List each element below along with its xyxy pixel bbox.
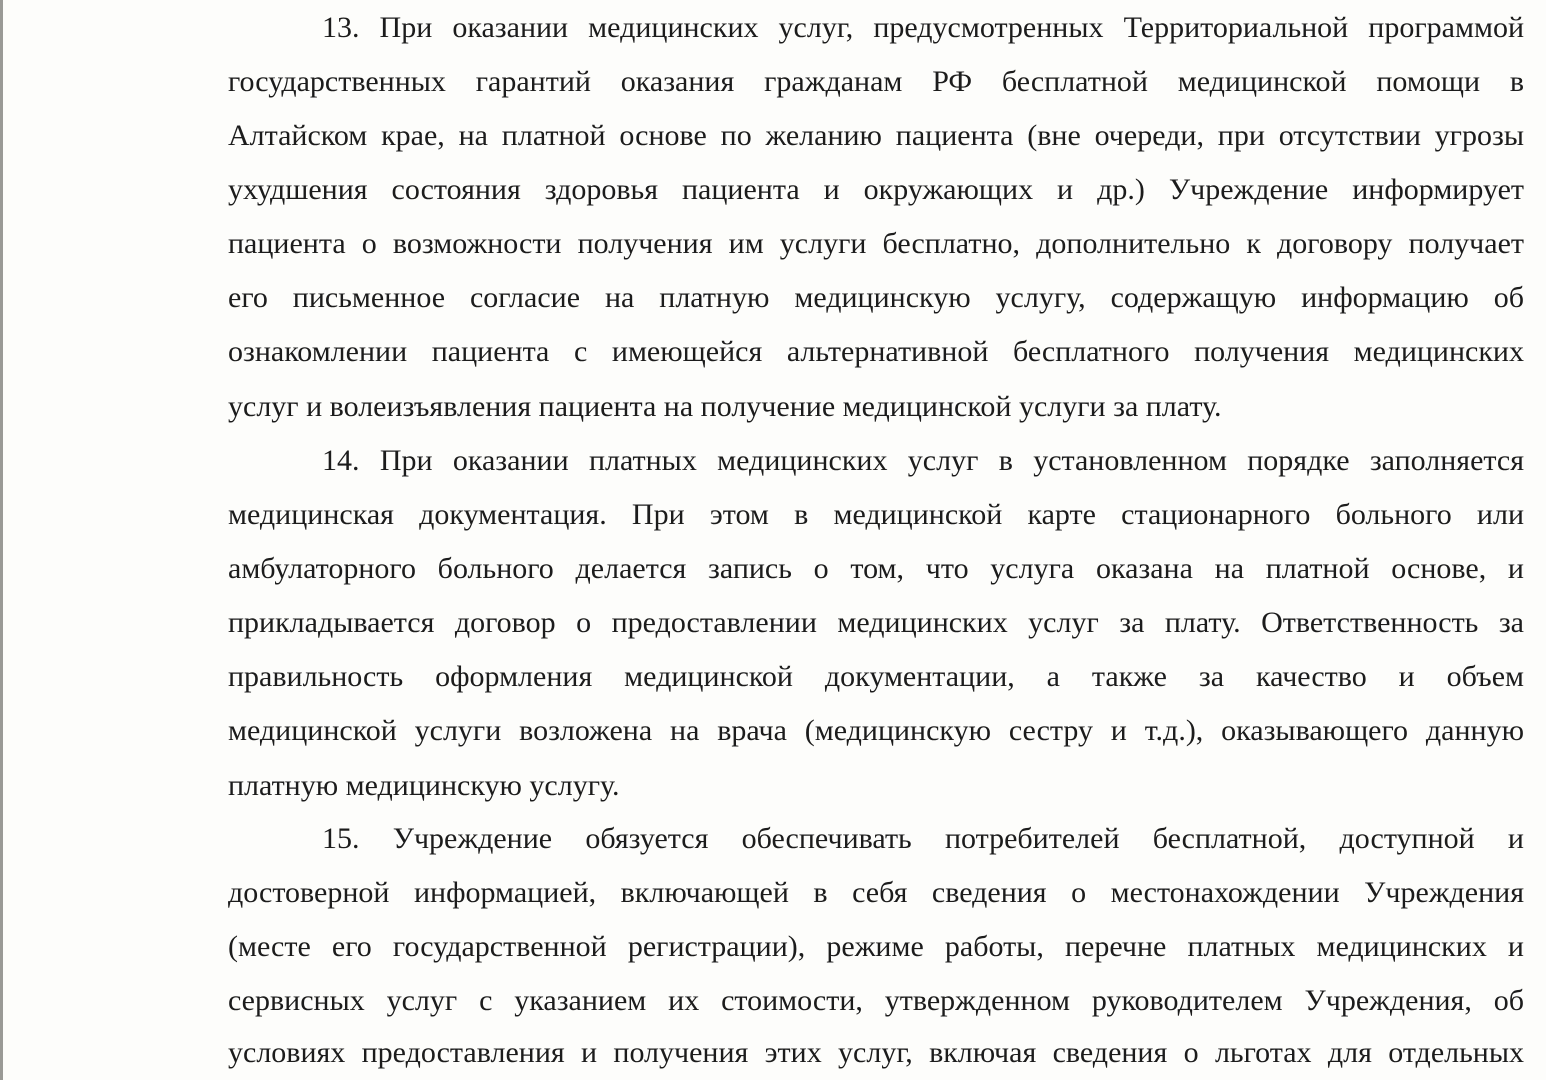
paragraph-line: услуг и волеизъявления пациента на получение медицинской услуги за плату. — [228, 390, 1222, 423]
paragraph-line: ознакомлении пациента с имеющейся альтернативной бесплатного получения медицинских — [228, 335, 1524, 368]
paragraph-line: 13. При оказании медицинских услуг, предусмотренных Территориальной программой — [322, 11, 1524, 44]
paragraph-line: платную медицинскую услугу. — [228, 769, 620, 802]
scan-left-edge — [0, 0, 3, 1080]
paragraph-line: (месте его государственной регистрации), режиме работы, перечне платных медицинских и — [228, 930, 1524, 963]
paragraph-line: достоверной информацией, включающей в себя сведения о местонахождении Учреждения — [228, 876, 1524, 909]
paragraph-line: государственных гарантий оказания гражданам РФ бесплатной медицинской помощи в — [228, 65, 1524, 98]
paragraph-line: Алтайском крае, на платной основе по желанию пациента (вне очереди, при отсутствии угрозы — [228, 119, 1524, 152]
paragraph-line: амбулаторного больного делается запись о том, что услуга оказана на платной основе, и — [228, 552, 1524, 585]
paragraph-line: условиях предоставления и получения этих услуг, включая сведения о льготах для отдельных — [228, 1036, 1524, 1069]
paragraph-line: правильность оформления медицинской документации, а также за качество и объем — [228, 660, 1524, 693]
paragraph-line: прикладывается договор о предоставлении медицинских услуг за плату. Ответственность за — [228, 606, 1524, 639]
paragraph-line: пациента о возможности получения им услуги бесплатно, дополнительно к договору получает — [228, 227, 1524, 260]
paragraph-line: сервисных услуг с указанием их стоимости, утвержденном руководителем Учреждения, об — [228, 984, 1524, 1017]
document-page — [228, 0, 1524, 1080]
paragraph-line: медицинской услуги возложена на врача (медицинскую сестру и т.д.), оказывающего данную — [228, 714, 1524, 747]
paragraph-line: медицинская документация. При этом в медицинской карте стационарного больного или — [228, 498, 1524, 531]
paragraph-line: его письменное согласие на платную медицинскую услугу, содержащую информацию об — [228, 281, 1524, 314]
paragraph-line: ухудшения состояния здоровья пациента и окружающих и др.) Учреждение информирует — [228, 173, 1524, 206]
paragraph-line: 15. Учреждение обязуется обеспечивать потребителей бесплатной, доступной и — [322, 822, 1524, 855]
paragraph-line: 14. При оказании платных медицинских услуг в установленном порядке заполняется — [322, 444, 1524, 477]
